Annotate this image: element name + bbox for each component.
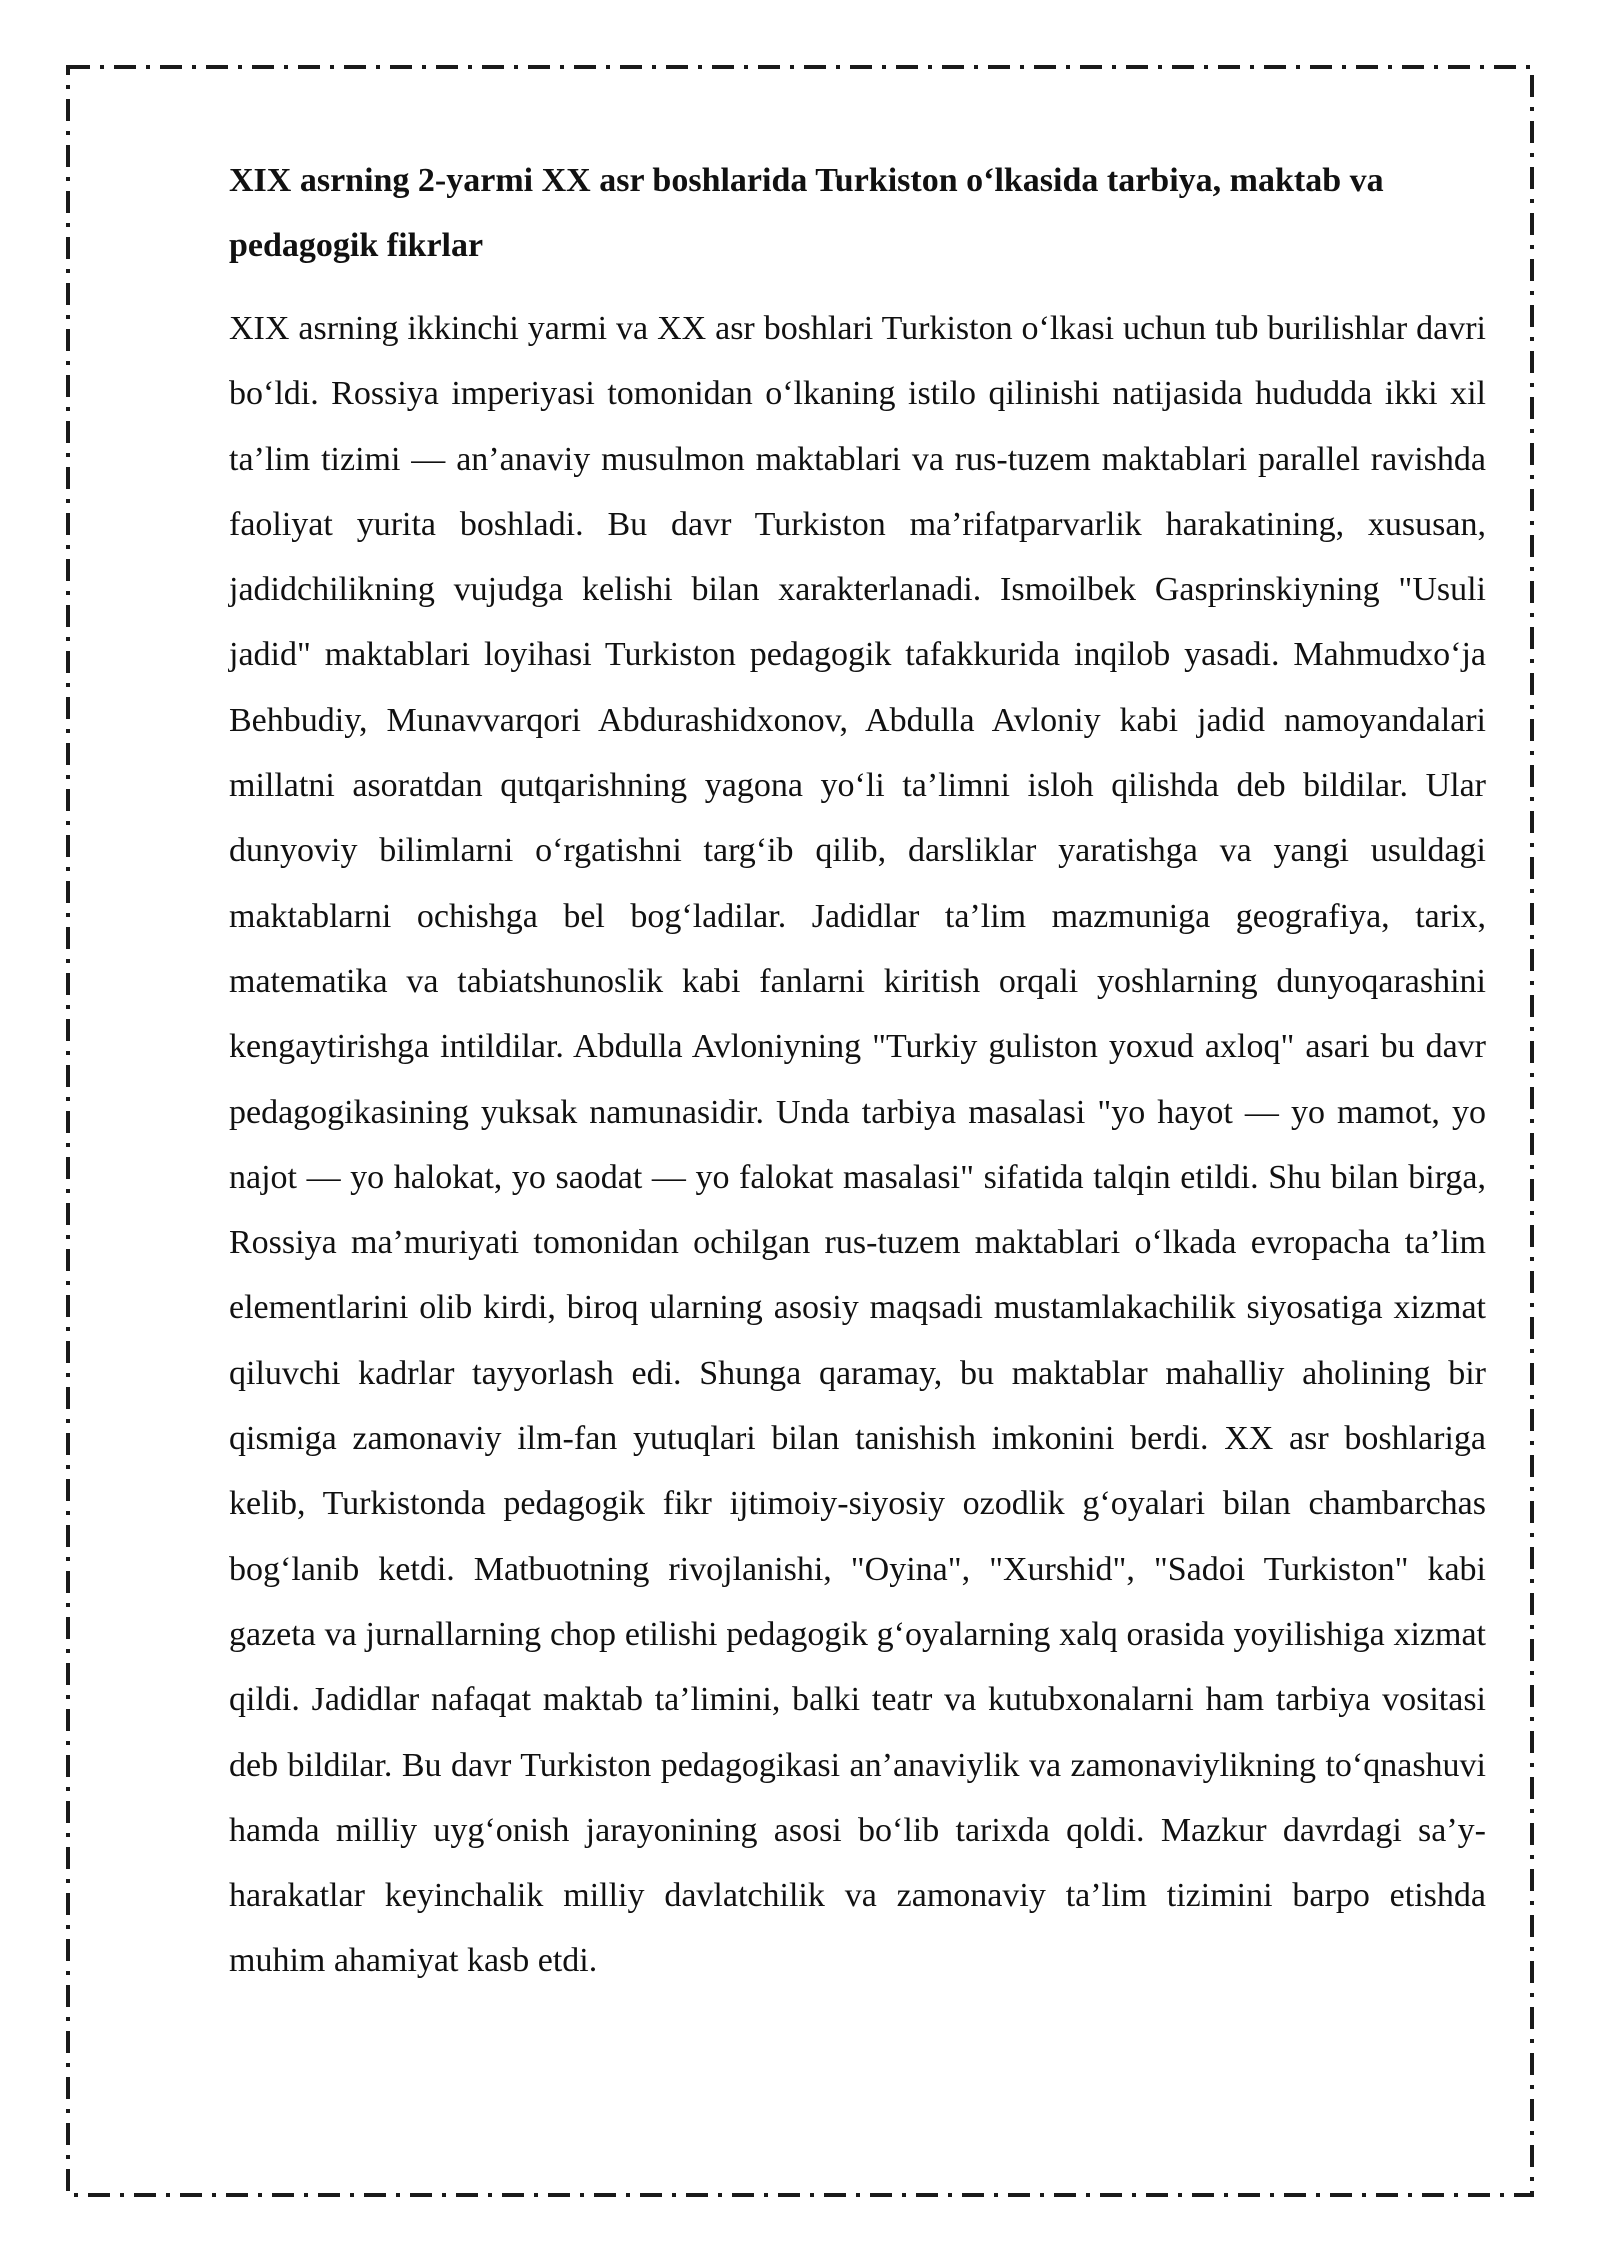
document-title: XIX asrning 2-yarmi XX asr boshlarida Turkiston o‘lkasida tarbiya, maktab va pedagogik fikrlar — [229, 162, 1384, 264]
document-body: XIX asrning ikkinchi yarmi va XX asr boshlari Turkiston o‘lkasi uchun tub burilishlar davri bo‘ldi. Rossiya imperiyasi tomonidan o‘lkaning istilo qilinishi natijasida hududda ikki xil ta’lim tizimi — an’anaviy musulmon maktablari va rus-tuzem maktablari parallel ravishda faoliyat yurita boshladi. Bu davr Turkiston ma’rifatparvarlik harakatining, xususan, jadidchilikning vujudga kelishi bilan xarakterlanadi. Ismoilbek Gasprinskiyning "Usuli jadid" maktablari loyihasi Turkiston pedagogik tafakkurida inqilob yasadi. Mahmudxo‘ja Behbudiy, Munavvarqori Abdurashidxonov, Abdulla Avloniy kabi jadid namoyandalari millatni asoratdan qutqarishning yagona yo‘li ta’limni isloh qilishda deb bildilar. Ular dunyoviy bilimlarni o‘rgatishni targ‘ib qilib, darsliklar yaratishga va yangi usuldagi maktablarni ochishga bel bog‘ladilar. Jadidlar ta’lim mazmuniga geografiya, tarix, matematika va tabiatshunoslik kabi fanlarni kiritish orqali yoshlarning dunyoqarashini kengaytirishga intildilar. Abdulla Avloniyning "Turkiy guliston yoxud axloq" asari bu davr pedagogikasining yuksak namunasidir. Unda tarbiya masalasi "yo hayot — yo mamot, yo najot — yo halokat, yo saodat — yo falokat masalasi" sifatida talqin etildi. Shu bilan birga, Rossiya ma’muriyati tomonidan ochilgan rus-tuzem maktablari o‘lkada evropacha ta’lim elementlarini olib kirdi, biroq ularning asosiy maqsadi mustamlakachilik siyosatiga xizmat qiluvchi kadrlar tayyorlash edi. Shunga qaramay, bu maktablar mahalliy aholining bir qismiga zamonaviy ilm-fan yutuqlari bilan tanishish imkonini berdi. XX asr boshlariga kelib, Turkistonda pedagogik fikr ijtimoiy-siyosiy ozodlik g‘oyalari bilan chambarchas bog‘lanib ketdi. Matbuotning rivojlanishi, "Oyina", "Xurshid", "Sadoi Turkiston" kabi gazeta va jurnallarning chop etilishi pedagogik g‘oyalarning xalq orasida yoyilishiga xizmat qildi. Jadidlar nafaqat maktab ta’limini, balki teatr va kutubxonalarni ham tarbiya vositasi deb bildilar. Bu davr Turkiston pedagogikasi an’anaviylik va zamonaviylikning to‘qnashuvi hamda milliy uyg‘onish jarayonining asosi bo‘lib tarixda qoldi. Mazkur davrdagi sa’y-harakatlar keyinchalik milliy davlatchilik va zamonaviy ta’lim tizimini barpo etishda muhim ahamiyat kasb etdi. — [229, 310, 1486, 1980]
document-content — [229, 148, 1486, 1994]
